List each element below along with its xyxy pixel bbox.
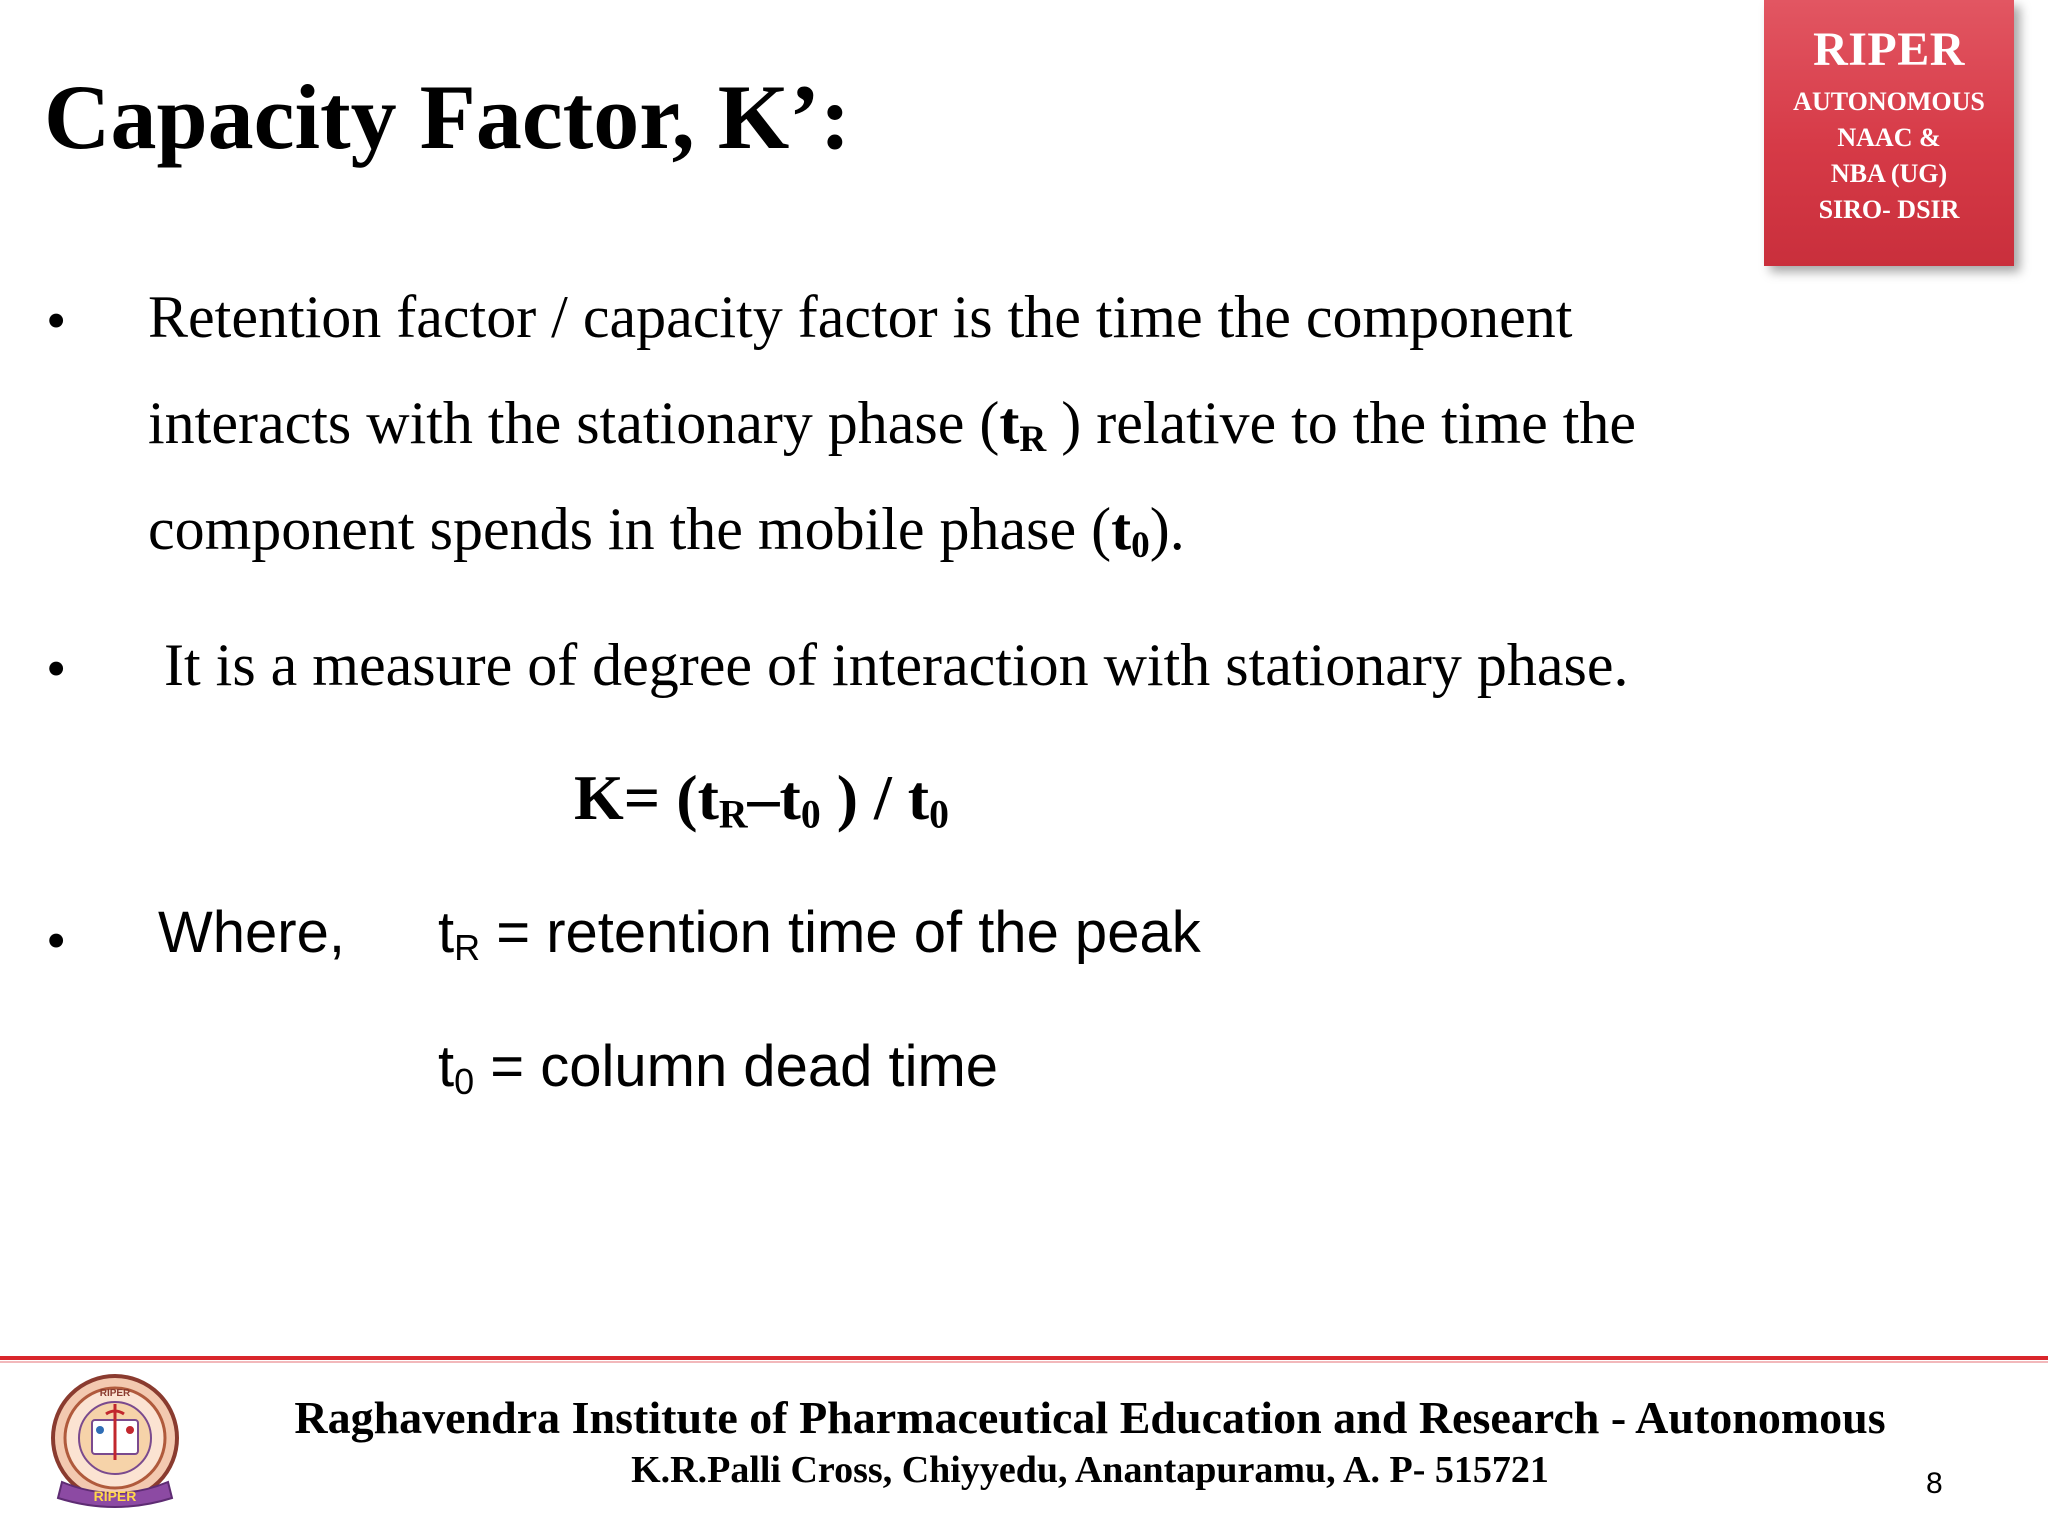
- t0-symbol: [1111, 496, 1150, 567]
- institute-logo-icon: [40, 1370, 190, 1520]
- badge-line: SIRO- DSIR: [1818, 195, 1960, 224]
- riper-badge: [1764, 0, 2014, 266]
- bullet-marker: •: [46, 636, 67, 701]
- t-letter: t: [1111, 496, 1132, 562]
- bullet-1-line-1: Retention factor / capacity factor is the time the component: [148, 284, 1573, 350]
- t-letter: t: [438, 900, 455, 965]
- text-span: ).: [1149, 496, 1185, 562]
- footer-divider: [0, 1356, 2048, 1360]
- subscript: 0: [800, 792, 821, 837]
- definition-text: = column dead time: [474, 1034, 999, 1099]
- page-number: 8: [1926, 1467, 1943, 1500]
- tr-symbol: [999, 390, 1047, 461]
- bullet-1-line-2: [148, 370, 1636, 476]
- subscript: R: [454, 926, 481, 968]
- bullet-marker: •: [46, 288, 67, 353]
- badge-line: AUTONOMOUS: [1793, 87, 1985, 116]
- definition-t0: [438, 1032, 998, 1102]
- footer-institute-name: Raghavendra Institute of Pharmaceutical Education and Research - Autonomous: [294, 1392, 1886, 1443]
- capacity-factor-formula: [574, 760, 949, 837]
- subscript: R: [718, 792, 748, 837]
- footer-address: K.R.Palli Cross, Chiyyedu, Anantapuramu, A. P- 515721: [631, 1449, 1549, 1491]
- formula-part: K= (t: [574, 762, 719, 833]
- logo-ribbon-text: RIPER: [93, 1488, 137, 1504]
- bullet-1-line-3: [148, 476, 1636, 582]
- slide-title: Capacity Factor, K’:: [44, 66, 851, 168]
- where-label: Where,: [158, 900, 345, 965]
- badge-line: NAAC &: [1837, 123, 1941, 152]
- subscript: 0: [929, 792, 949, 837]
- formula-part: ) / t: [820, 762, 930, 833]
- subscript: 0: [1131, 525, 1150, 567]
- formula-part: –t: [747, 762, 801, 833]
- text-span: interacts with the stationary phase (: [148, 390, 1000, 456]
- t-letter: t: [999, 390, 1020, 456]
- definition-text: = retention time of the peak: [480, 900, 1201, 965]
- subscript: R: [1019, 419, 1047, 461]
- badge-line: NBA (UG): [1830, 159, 1948, 188]
- text-span: component spends in the mobile phase (: [148, 496, 1112, 562]
- bullet-marker: •: [46, 908, 67, 973]
- bullet-2-text: It is a measure of degree of interaction with stationary phase.: [164, 632, 1629, 698]
- text-span: ) relative to the time the: [1046, 390, 1637, 456]
- definition-tr: [438, 898, 1201, 968]
- subscript: 0: [454, 1060, 475, 1102]
- badge-title: RIPER: [1813, 23, 1965, 76]
- logo-emblem-text: RIPER: [99, 1388, 131, 1399]
- t-letter: t: [438, 1034, 455, 1099]
- bullet-1-text: [148, 264, 1636, 582]
- footer-divider-shadow: [0, 1361, 2048, 1363]
